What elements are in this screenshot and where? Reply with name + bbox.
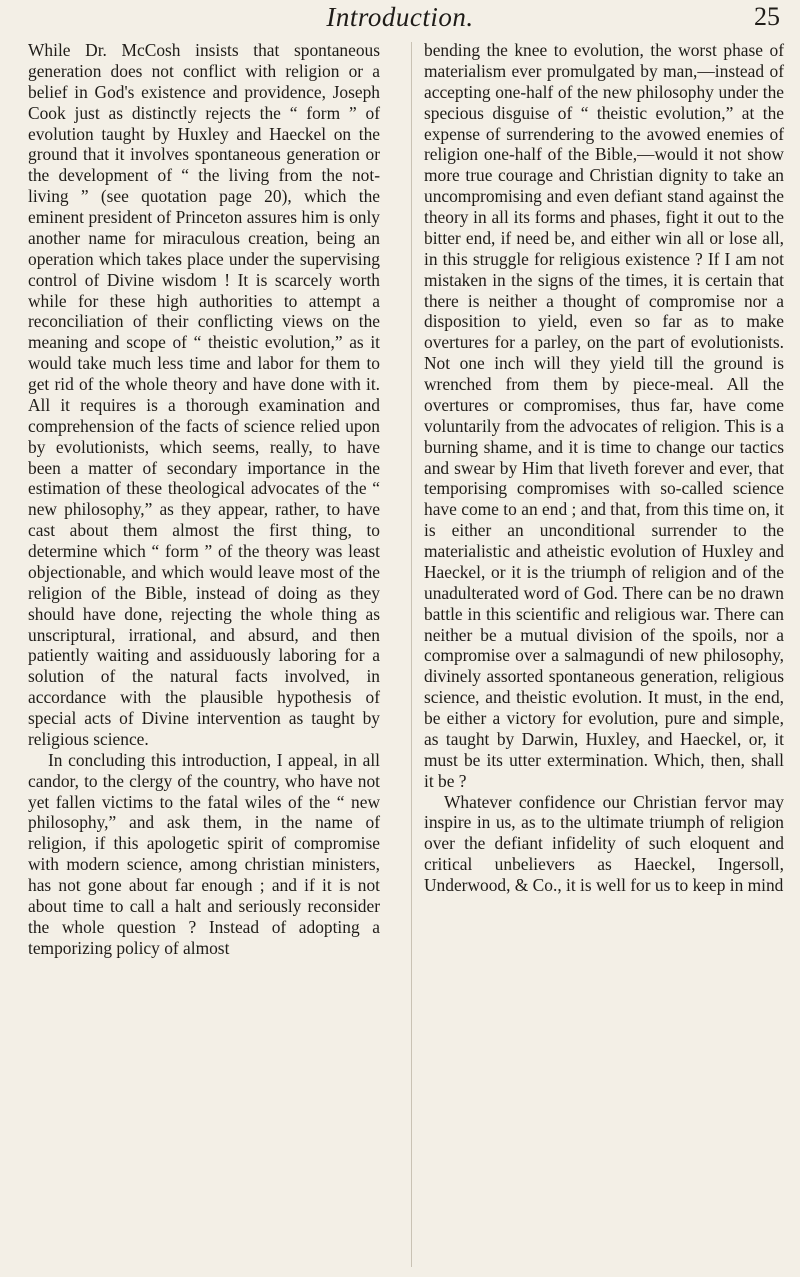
- left-column: [28, 40, 380, 959]
- paragraph: In concluding this introduction, I appeal, in all candor, to the clergy of the country, who have not yet fallen victims to the fatal wiles of the “ new philosophy,” and ask them, in the name of religion, if this apologetic spirit of compromise with modern science, among christian ministers, has not gone about far enough ; and if it is not about time to call a halt and seriously reconsider the whole question ? Instead of adopting a temporizing policy of almost: [28, 749, 380, 958]
- running-title: Introduction.: [326, 2, 474, 32]
- paragraph: Whatever confidence our Christian fervor may inspire in us, as to the ultimate triumph of religion over the defiant infidelity of such eloquent and critical unbelievers as Haeckel, Ingersoll, Underwood, & Co., it is well for us to keep in mind: [424, 791, 784, 895]
- column-divider: [411, 42, 412, 1267]
- right-column: [424, 40, 784, 896]
- page-number: 25: [754, 2, 780, 31]
- paragraph: While Dr. McCosh insists that spontaneous generation does not conflict with religion or a belief in God's existence and providence, Joseph Cook just as distinctly rejects the “ form ” of evolution taught by Huxley and Haeckel on the ground that it involves spontaneous generation or the development of “ the living from the not-living ” (see quotation page 20), which the eminent president of Princeton assures him is only another name for miraculous creation, being an operation which takes place under the supervising control of Divine wisdom ! It is scarcely worth while for these high authorities to attempt a reconciliation of their conflicting views on the meaning and scope of “ theistic evolution,” as it would take much less time and labor for them to get rid of the whole theory and have done with it. All it requires is a thorough examination and comprehension of the facts of science relied upon by evolutionists, which seems, really, to have been a matter of secondary importance in the estimation of these theological advocates of the “ new philosophy,” as they appear, rather, to have cast about them almost the first thing, to determine which “ form ” of the theory was least objectionable, and which would leave most of the religion of the Bible, instead of doing as they should have done, rejecting the whole thing as unscriptural, irrational, and absurd, and then patiently waiting and assiduously laboring for a solution of the natural facts involved, in accordance with the plausible hypothesis of special acts of Divine intervention as taught by religious science.: [28, 40, 380, 749]
- paragraph: bending the knee to evolution, the worst phase of materialism ever promulgated by man,—instead of accepting one-half of the new philosophy under the specious disguise of “ theistic evolution,” at the expense of surrendering to the avowed enemies of religion one-half of the Bible,—would it not show more true courage and Christian dignity to take an uncompromising and even defiant stand against the theory in all its forms and phases, fight it out to the bitter end, if need be, and either win all or lose all, in this struggle for religious existence ? If I am not mistaken in the signs of the times, it is certain that there is neither a thought of compromise nor a disposition to yield, even so far as to make overtures for a parley, on the part of evolutionists. Not one inch will they yield till the ground is wrenched from them by piece-meal. All the overtures or compromises, thus far, have come voluntarily from the advocates of religion. This is a burning shame, and it is time to change our tactics and swear by Him that liveth forever and ever, that temporising compromises with so-called science have come to an end ; and that, from this time on, it is either an unconditional surrender to the materialistic and atheistic evolution of Huxley and Haeckel, or it is the triumph of religion and of the unadulterated word of God. There can be no drawn battle in this scientific and religious war. There can neither be a mutual division of the spoils, nor a compromise over a salmagundi of new philosophy, divinely assorted spontaneous generation, religious science, and theistic evolution. It must, in the end, be either a victory for evolution, pure and simple, as taught by Darwin, Huxley, and Haeckel, or, it must be its utter extermination. Which, then, shall it be ?: [424, 40, 784, 791]
- page-header: [0, 0, 800, 38]
